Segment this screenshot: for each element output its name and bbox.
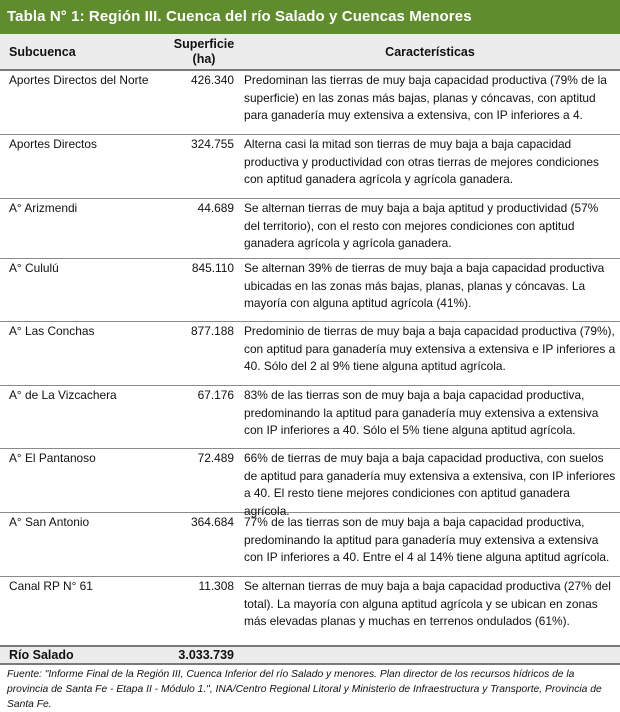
total-row (0, 645, 620, 665)
cell-superficie: 44.689 (197, 201, 234, 215)
cell-subcuenca: A° San Antonio (9, 515, 90, 529)
cell-superficie: 877.188 (191, 324, 234, 338)
cell-subcuenca: A° El Pantanoso (9, 451, 96, 465)
table-row (0, 577, 620, 645)
table-header (0, 34, 620, 71)
header-caracteristicas: Características (385, 45, 475, 59)
header-superficie-line2: (ha) (192, 52, 216, 66)
cell-caracteristicas: 83% de las tierras son de muy baja a baja capacidad productiva, predominando la aptitud para ganadería muy extensiva a extensiva con IP inferiores a 40. Sólo el 5% tiene alguna aptitud agrícola. (244, 388, 599, 438)
cell-superficie: 72.489 (197, 451, 234, 465)
cell-caracteristicas: Se alternan tierras de muy baja a baja aptitud y productividad (57% del territorio), con el resto con mejores condiciones con aptitud ganadera agrícola y agrícola ganadera. (244, 201, 599, 251)
cell-caracteristicas: Se alternan tierras de muy baja a baja capacidad productiva (27% del total). La mayoría con alguna aptitud agrícola y se ubican en zonas más elevadas planas y muchas en terrenos ondulados (61%). (244, 579, 611, 629)
cell-subcuenca: Aportes Directos (9, 137, 97, 151)
cell-subcuenca: A° Arizmendi (9, 201, 78, 215)
table-row (0, 386, 620, 449)
cell-superficie: 364.684 (191, 515, 234, 529)
cell-superficie: 845.110 (191, 261, 234, 275)
cell-superficie: 426.340 (191, 73, 234, 87)
cell-subcuenca: A° de La Vizcachera (9, 388, 117, 402)
header-subcuenca: Subcuenca (9, 45, 76, 59)
table-row (0, 135, 620, 199)
table-row (0, 71, 620, 135)
cell-subcuenca: Aportes Directos del Norte (9, 73, 149, 87)
cell-subcuenca: Canal RP N° 61 (9, 579, 93, 593)
total-value: 3.033.739 (178, 648, 234, 662)
table-row (0, 199, 620, 259)
table-row (0, 322, 620, 386)
source-note: Fuente: "Informe Final de la Región III, Cuenca Inferior del río Salado y menores. Plan director de los recursos hídricos de la provincia de Santa Fe - Etapa II - Módulo 1.", INA/Centro Regional Litoral y Ministerio de Infraestructura y Transporte, Provincia de Santa Fe. (7, 669, 602, 710)
cell-subcuenca: A° Cululú (9, 261, 59, 275)
table-title: Tabla N° 1: Región III. Cuenca del río Salado y Cuencas Menores (0, 0, 620, 34)
cell-caracteristicas: Predominan las tierras de muy baja capacidad productiva (79% de la superficie) en las zonas más bajas, planas y cóncavas, con aptitud para ganadería muy extensiva a extensiva, con IP inferiores a 4. (244, 73, 607, 123)
header-superficie-line1: Superficie (173, 37, 235, 51)
cell-superficie: 11.308 (198, 579, 234, 593)
table-row (0, 513, 620, 577)
cell-superficie: 324.755 (191, 137, 234, 151)
cell-caracteristicas: Se alternan 39% de tierras de muy baja a baja capacidad productiva ubicadas en las zonas más bajas, planas, planas y cóncavas. La mayoría con alguna aptitud agrícola (41%). (244, 261, 605, 311)
cell-caracteristicas: 66% de tierras de muy baja a baja capacidad productiva, con suelos de aptitud para ganadería muy extensiva a extensiva, con IP inferiores a 40. El resto tiene mejores condiciones con aptitud ganadera agrícola. (244, 451, 616, 519)
header-superficie (173, 37, 235, 67)
cell-caracteristicas: Alterna casi la mitad son tierras de muy baja a baja capacidad productiva y productividad con otras tierras de mejores condiciones con aptitud ganadera agrícola y agrícola ganadera. (244, 137, 599, 187)
cell-superficie: 67.176 (197, 388, 234, 402)
cell-subcuenca: A° Las Conchas (9, 324, 95, 338)
total-label: Río Salado (9, 648, 74, 662)
cell-caracteristicas: Predominio de tierras de muy baja a baja capacidad productiva (79%), con aptitud para ganadería muy extensiva a extensiva e IP inferiores a 40. Sólo del 2 al 9% tiene alguna aptitud agrícola. (244, 324, 616, 374)
table-row (0, 449, 620, 519)
cell-caracteristicas: 77% de las tierras son de muy baja a baja capacidad productiva, predominando la aptitud para ganadería muy extensiva a extensiva con IP inferiores a 40. Entre el 4 al 14% tiene alguna aptitud agrícola. (244, 515, 610, 565)
table-row (0, 259, 620, 322)
